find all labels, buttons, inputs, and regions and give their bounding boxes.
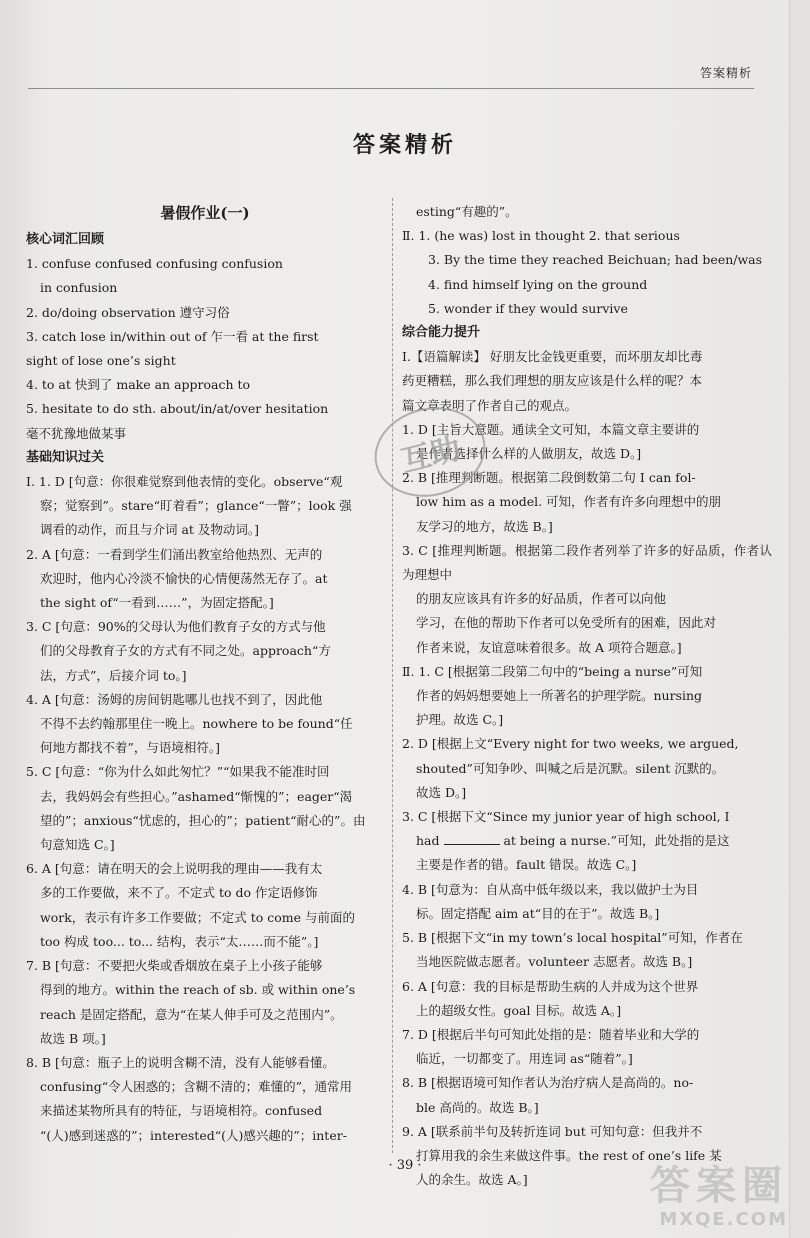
answer-line: 去，我妈妈会有些担心。”ashamed“惭愧的”；eager“渴 (40, 788, 353, 804)
answer-line: confusing“令人困惑的；含糊不清的；难懂的”，通常用 (40, 1079, 353, 1095)
answer-line: 来描述某物所具有的特征，与语境相符。confused (40, 1103, 323, 1119)
answer-line-with-blank (402, 829, 772, 853)
vocab-line: in confusion (40, 280, 118, 296)
page-title: 答案精析 (352, 132, 457, 158)
answer-line: 望的”；anxious“忧虑的，担心的”；patient“耐心的”。由 (40, 812, 366, 828)
section-heading-ability: 综合能力提升 (402, 325, 481, 341)
answer-line: 标。固定搭配 aim at“目的在于”。故选 B。] (416, 905, 660, 921)
page-edge (789, 0, 810, 1238)
answer-line: 2. D [根据上文“Every night for two weeks, we argued, (402, 736, 739, 752)
answer-line: 是作者选择什么样的人做朋友，故选 D。] (416, 446, 642, 462)
reading-summary-line: 药更糟糕，那么我们理想的朋友应该是什么样的呢？本 (402, 373, 703, 389)
stamp-text: 互助 (397, 431, 465, 480)
answer-line: 7. B [句意：不要把火柴或香烟放在桌子上小孩子能够 (26, 958, 323, 974)
vocab-line: 3. catch lose in/within out of 乍一看 at the first (26, 328, 319, 344)
header-rule (28, 88, 754, 89)
column-divider (392, 198, 393, 1153)
answer-line: 多的工作要做，来不了。不定式 to do 作定语修饰 (40, 885, 318, 901)
vocab-line: 1. confuse confused confusing confusion (26, 256, 283, 272)
section-heading-basics: 基础知识过关 (26, 449, 105, 465)
answer-line: 2. B [推理判断题。根据第二段倒数第二句 I can fol- (402, 470, 696, 486)
section-title: 暑假作业(一) (160, 204, 250, 222)
answer-line: 4. A [句意：汤姆的房间钥匙哪儿也找不到了，因此他 (26, 691, 323, 707)
vocab-line: sight of lose one’s sight (26, 353, 176, 369)
blank-line (444, 832, 500, 845)
answer-line: 4. B [句意为：自从高中低年级以来，我以做护士为目 (402, 881, 699, 897)
answer-line: 3. C [根据下文“Since my junior year of high school, I (402, 809, 730, 825)
answer-line: esting“有趣的”。 (416, 204, 518, 219)
answer-line: 察；觉察到”。stare“盯着看”；glance“一瞥”；look 强 (40, 498, 352, 514)
reading-summary-line: Ⅰ.【语篇解读】 好朋友比金钱更重要，而坏朋友却比毒 (402, 349, 703, 365)
answer-line: 打算用我的余生来做这件事。the rest of one’s life 某 (416, 1147, 722, 1163)
answer-line: 4. find himself lying on the ground (428, 276, 648, 292)
answer-line: 不得不去约翰那里住一晚上。nowhere to be found“任 (40, 716, 353, 732)
vocab-line: 2. do/doing observation 遵守习俗 (26, 304, 230, 320)
answer-line: 5. B [根据下文“in my town’s local hospital”可知，作者在 (402, 930, 743, 946)
answer-line: 故选 D。] (416, 784, 467, 800)
answer-line: shouted”可知争吵、叫喊之后是沉默。silent 沉默的。 (416, 760, 725, 776)
answer-line: 欢迎时，他内心冷淡不愉快的心情便荡然无存了。at (40, 570, 328, 586)
answer-text: at being a nurse.”可知，此处指的是这 (503, 833, 730, 849)
answer-line: Ⅱ. 1. C [根据第二段第二句中的“being a nurse”可知 (402, 663, 703, 679)
answer-line: Ⅱ. 1. (he was) lost in thought 2. that serious (402, 228, 680, 244)
answer-line: 上的超级女性。goal 目标。故选 A。] (416, 1002, 622, 1018)
answer-line: 主要是作者的错。fault 错误。故选 C。] (416, 857, 637, 873)
answer-line: 5. C [句意：“你为什么如此匆忙？”“如果我不能准时回 (26, 764, 330, 780)
answer-line: low him as a model. 可知，作者有许多向理想中的朋 (416, 494, 722, 510)
reading-summary-line: 篇文章表明了作者自己的观点。 (402, 397, 578, 413)
answer-line: 临近，一切都变了。用连词 as“随着”。] (416, 1051, 633, 1067)
watermark-url: MXQE.COM (659, 1209, 788, 1230)
answer-line: 学习，在他的帮助下作者可以免受所有的困难，因此对 (416, 615, 717, 631)
running-head: 答案精析 (699, 66, 752, 80)
answer-line: 作者的妈妈想要她上一所著名的护理学院。nursing (416, 688, 703, 704)
vocab-line: 毫不犹豫地做某事 (26, 425, 127, 441)
answer-line: 们的父母教育子女的方式有不同之处。approach“方 (40, 643, 331, 659)
answer-line: 法，方式”，后接介词 to。] (40, 667, 187, 683)
answer-line: 护理。故选 C。] (416, 712, 504, 728)
answer-line: 的朋友应该具有许多的好品质，作者可以向他 (416, 591, 667, 607)
page-number: · 39 · (388, 1158, 422, 1173)
answer-line: too 构成 too... to... 结构，表示“太……而不能”。] (40, 933, 319, 949)
answer-line: 8. B [句意：瓶子上的说明含糊不清，没有人能够看懂。 (26, 1054, 335, 1070)
answer-line: work，表示有许多工作要做；不定式 to come 与前面的 (40, 909, 356, 925)
answer-line: 7. D [根据后半句可知此处指的是：随着毕业和大学的 (402, 1026, 700, 1042)
answer-text: had (416, 833, 440, 849)
answer-line: 故选 B 项。] (40, 1030, 106, 1046)
answer-line: 当地医院做志愿者。volunteer 志愿者。故选 B。] (416, 954, 693, 970)
answer-line: 作者来说，友谊意味着很多。故 A 项符合题意。] (416, 639, 682, 655)
answer-line: reach 是固定搭配，意为“在某人伸手可及之范围内”。 (40, 1006, 343, 1022)
answer-line: the sight of“一看到……”，为固定搭配。] (40, 595, 274, 611)
section-heading-vocab: 核心词汇回顾 (26, 232, 105, 247)
answer-line: 5. wonder if they would survive (428, 300, 628, 316)
answer-line: 6. A [句意：我的目标是帮助生病的人并成为这个世界 (402, 978, 699, 994)
watermark-logo-text: 答案圈 (650, 1163, 788, 1209)
answer-line: ble 高尚的。故选 B。] (416, 1099, 539, 1115)
answer-line: 3. C [句意：90%的父母认为他们教育子女的方式与他 (26, 619, 326, 635)
vocab-line: 4. to at 快到了 make an approach to (26, 377, 251, 393)
answer-line: 1. D [主旨大意题。通读全文可知，本篇文章主要讲的 (402, 421, 700, 437)
answer-line: 调看的动作，而且与介词 at 及物动词。] (40, 522, 260, 538)
answer-line: “(人)感到迷惑的”；interested“(人)感兴趣的”；inter- (40, 1127, 347, 1143)
right-column (402, 200, 772, 1192)
left-column (26, 200, 384, 1148)
answer-line: 6. A [句意：请在明天的会上说明我的理由——我有太 (26, 861, 323, 877)
answer-line: 得到的地方。within the reach of sb. 或 within one’s (40, 982, 356, 998)
answer-line: Ⅰ. 1. D [句意：你很难觉察到他表情的变化。observe“观 (26, 474, 343, 490)
answer-line: 句意知选 C。] (40, 837, 115, 853)
answer-line: 友学习的地方，故选 B。] (416, 518, 553, 534)
answer-line: 8. B [根据语境可知作者认为治疗病人是高尚的。no- (402, 1075, 694, 1091)
answer-line: 2. A [句意：一看到学生们涌出教室给他热烈、无声的 (26, 546, 323, 562)
answer-line: 3. By the time they reached Beichuan; had been/was (428, 252, 763, 268)
vocab-line: 5. hesitate to do sth. about/in/at/over hesitation (26, 401, 329, 417)
site-watermark (650, 1163, 788, 1230)
answer-line: 何地方都找不着”，与语境相符。] (40, 740, 221, 756)
answer-line: 人的余生。故选 A。] (416, 1172, 528, 1188)
answer-line: 3. C [推理判断题。根据第二段作者列举了许多的好品质，作者认为理想中 (402, 542, 772, 583)
answer-line: 9. A [联系前半句及转折连词 but 可知句意：但我并不 (402, 1123, 703, 1139)
